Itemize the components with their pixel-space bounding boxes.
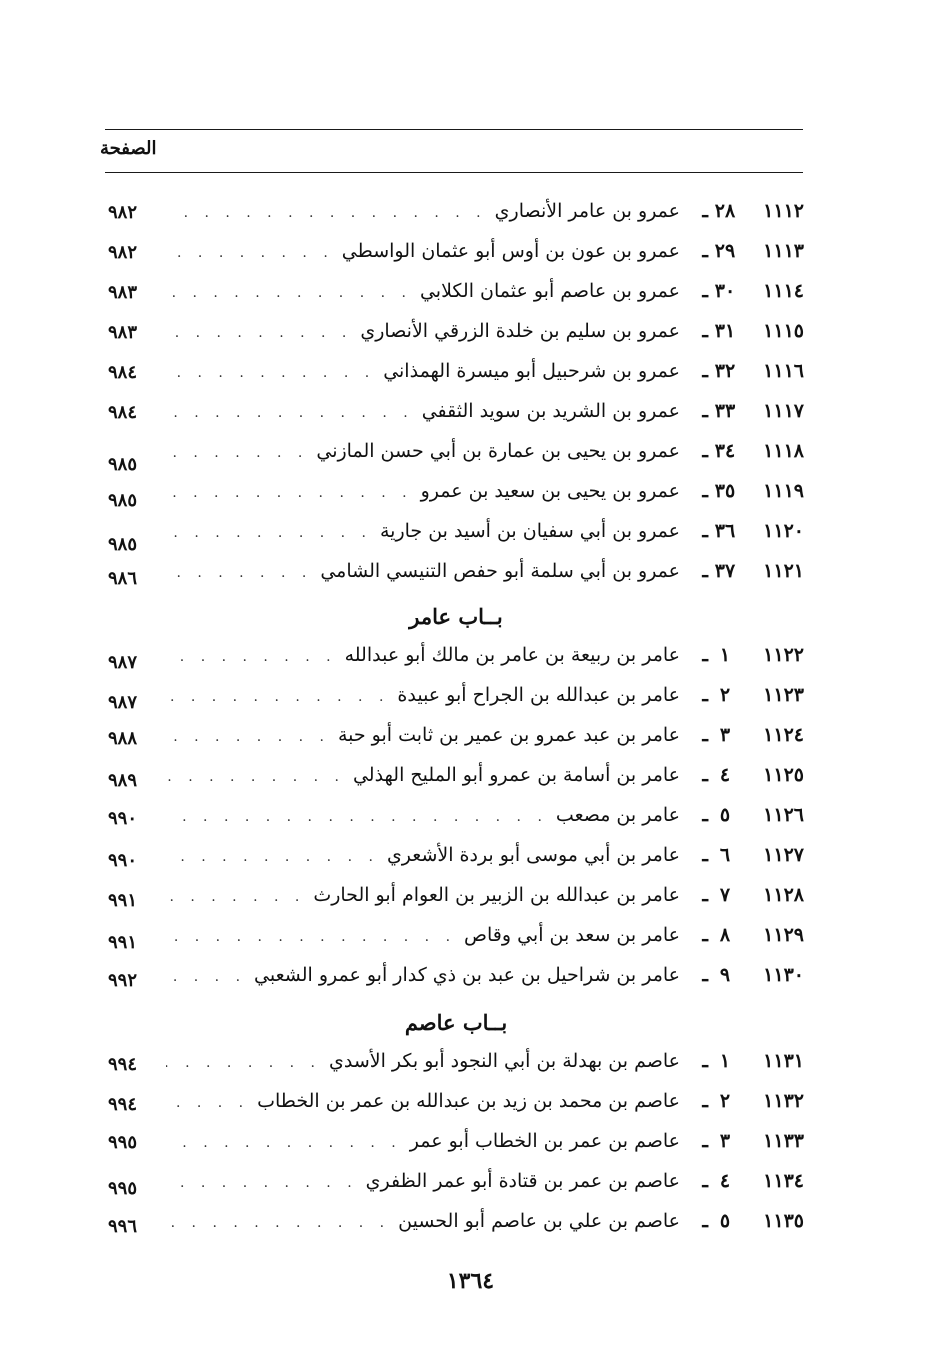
toc-entry (108, 844, 804, 884)
section-title-amer: بــاب عامر (409, 604, 503, 629)
entry-page: ٩٩١ (108, 932, 138, 953)
toc-entry (108, 520, 804, 560)
entry-page: ٩٨٣ (108, 282, 138, 303)
entry-page: ٩٨٨ (108, 728, 138, 749)
entry-section-number: ٣٥ (714, 480, 736, 502)
entry-name: عاصم بن عمر بن الخطاب أبو عمر (409, 1130, 680, 1152)
leader-dots (166, 889, 305, 905)
header-bottom-rule (105, 172, 803, 173)
entry-page: ٩٩٠ (108, 808, 138, 829)
entry-section-number: ٣٧ (714, 560, 736, 582)
entry-name: عامر بن أبي موسى أبو بردة الأشعري (386, 844, 680, 866)
page-number: ١٣٦٤ (446, 1268, 495, 1294)
entry-page: ٩٩٦ (108, 1216, 138, 1237)
entry-section-number: ٣٣ (714, 400, 736, 422)
toc-entry (108, 400, 804, 440)
entry-page: ٩٩٥ (108, 1132, 138, 1153)
leader-dots (166, 1095, 249, 1111)
entry-name: عمرو بن يحيى بن عمارة بن أبي حسن المازني (316, 440, 680, 462)
entry-section-number: ١ (719, 644, 731, 666)
leader-dots (166, 1215, 390, 1231)
entry-section-number: ٢٩ (714, 240, 736, 262)
entry-dash: ـ (702, 400, 708, 422)
entry-page: ٩٩٤ (108, 1054, 138, 1075)
leader-dots (166, 325, 352, 341)
entry-section-number: ٦ (719, 844, 731, 866)
entry-global-number: ١١١٦ (763, 360, 804, 382)
leader-dots (166, 445, 308, 461)
entry-global-number: ١١٣٣ (763, 1130, 804, 1152)
toc-entry (108, 1130, 804, 1170)
entry-global-number: ١١١٨ (763, 440, 804, 462)
entry-name: عامر بن سعد بن أبي وقاص (464, 924, 680, 946)
toc-entry (108, 480, 804, 520)
entry-name: عمرو بن أبي سفيان بن أسيد بن جارية (379, 520, 680, 542)
entry-section-number: ٧ (719, 884, 731, 906)
leader-dots (166, 1055, 321, 1071)
toc-entry (108, 440, 804, 480)
leader-dots (166, 205, 487, 221)
entry-page: ٩٨٩ (108, 770, 138, 791)
entry-global-number: ١١٢٦ (763, 804, 804, 826)
toc-entry (108, 924, 804, 964)
entry-global-number: ١١٢٥ (763, 764, 804, 786)
entry-dash: ـ (702, 684, 708, 706)
leader-dots (166, 729, 330, 745)
entry-dash: ـ (702, 724, 708, 746)
toc-entry (108, 884, 804, 924)
leader-dots (166, 365, 375, 381)
entry-dash: ـ (702, 964, 708, 986)
entry-global-number: ١١٣٥ (763, 1210, 804, 1232)
entry-page: ٩٩٢ (108, 970, 138, 991)
entry-name: عاصم بن علي بن عاصم أبو الحسين (398, 1210, 680, 1232)
entry-page: ٩٩٠ (108, 850, 138, 871)
entry-section-number: ٢ (719, 1090, 731, 1112)
entry-section-number: ٣ (719, 1130, 731, 1152)
leader-dots (166, 1135, 402, 1151)
entry-section-number: ٨ (719, 924, 731, 946)
entry-page: ٩٩١ (108, 890, 138, 911)
entry-page: ٩٩٤ (108, 1094, 138, 1115)
entry-dash: ـ (702, 520, 708, 542)
leader-dots (166, 809, 548, 825)
entry-global-number: ١١٣١ (763, 1050, 804, 1072)
entry-global-number: ١١٢٤ (763, 724, 804, 746)
entry-global-number: ١١١٣ (763, 240, 804, 262)
entry-section-number: ٣ (719, 724, 731, 746)
entry-dash: ـ (702, 240, 708, 262)
entry-name: عامر بن عبدالله بن الجراح أبو عبيدة (397, 684, 680, 706)
entry-global-number: ١١٣٠ (763, 964, 804, 986)
entry-global-number: ١١١٩ (763, 480, 804, 502)
entry-dash: ـ (702, 200, 708, 222)
entry-dash: ـ (702, 1050, 708, 1072)
section-title-asem: بــاب عاصم (404, 1010, 508, 1035)
entry-global-number: ١١٢٨ (763, 884, 804, 906)
entry-name: عمرو بن أبي سلمة أبو حفص التنيسي الشامي (320, 560, 680, 582)
leader-dots (166, 1175, 358, 1191)
entry-page: ٩٨٥ (108, 490, 138, 511)
entry-global-number: ١١١٥ (763, 320, 804, 342)
entry-global-number: ١١١٢ (763, 200, 804, 222)
leader-dots (166, 849, 379, 865)
leader-dots (166, 769, 345, 785)
entry-page: ٩٨٥ (108, 534, 138, 555)
entry-dash: ـ (702, 280, 708, 302)
entry-name: عامر بن عبد عمرو بن عمير بن ثابت أبو حبة (337, 724, 680, 746)
toc-entry (108, 200, 804, 240)
entry-dash: ـ (702, 1130, 708, 1152)
toc-entry (108, 964, 804, 1004)
entry-name: عمرو بن سليم بن خلدة الزرقي الأنصاري (360, 320, 680, 342)
entry-page: ٩٨٣ (108, 322, 138, 343)
leader-dots (166, 689, 389, 705)
entry-section-number: ٥ (719, 804, 731, 826)
entry-name: عمرو بن الشريد بن سويد الثقفي (421, 400, 680, 422)
entry-name: عامر بن ربيعة بن عامر بن مالك أبو عبدالله (344, 644, 680, 666)
toc-entry (108, 764, 804, 804)
leader-dots (166, 929, 456, 945)
header-top-rule (105, 129, 803, 130)
leader-dots (166, 565, 312, 581)
leader-dots (166, 285, 412, 301)
entry-section-number: ٣٤ (714, 440, 736, 462)
entry-section-number: ٥ (719, 1210, 731, 1232)
entry-section-number: ٢ (719, 684, 731, 706)
entry-page: ٩٨٧ (108, 652, 138, 673)
entry-global-number: ١١٢٩ (763, 924, 804, 946)
entry-global-number: ١١٣٤ (763, 1170, 804, 1192)
entry-page: ٩٩٥ (108, 1178, 138, 1199)
toc-entry (108, 1170, 804, 1210)
entry-dash: ـ (702, 804, 708, 826)
entry-dash: ـ (702, 764, 708, 786)
entry-dash: ـ (702, 560, 708, 582)
entry-dash: ـ (702, 844, 708, 866)
entry-name: عمرو بن شرحبيل أبو ميسرة الهمذاني (383, 360, 680, 382)
toc-entry (108, 1090, 804, 1130)
entry-dash: ـ (702, 440, 708, 462)
entry-global-number: ١١٢٠ (763, 520, 804, 542)
leader-dots (166, 525, 372, 541)
entry-dash: ـ (702, 924, 708, 946)
entry-global-number: ١١١٧ (763, 400, 804, 422)
entry-page: ٩٨٤ (108, 402, 138, 423)
entry-global-number: ١١١٤ (763, 280, 804, 302)
entry-global-number: ١١٣٢ (763, 1090, 804, 1112)
entry-name: عاصم بن بهدلة بن أبي النجود أبو بكر الأسدي (329, 1050, 680, 1072)
entry-dash: ـ (702, 1170, 708, 1192)
entry-page: ٩٨٦ (108, 568, 138, 589)
entry-section-number: ٤ (719, 764, 731, 786)
toc-entry (108, 560, 804, 600)
entry-name: عمرو بن عاصم أبو عثمان الكلابي (419, 280, 680, 302)
toc-entry (108, 1050, 804, 1090)
entry-name: عامر بن مصعب (555, 804, 680, 826)
entry-page: ٩٨٧ (108, 692, 138, 713)
entry-global-number: ١١٢٧ (763, 844, 804, 866)
leader-dots (166, 405, 414, 421)
entry-global-number: ١١٢١ (763, 560, 804, 582)
entry-name: عاصم بن محمد بن زيد بن عبدالله بن عمر بن الخطاب (257, 1090, 680, 1112)
toc-entry (108, 644, 804, 684)
leader-dots (166, 969, 246, 985)
entry-name: عامر بن أسامة بن عمرو أبو المليح الهذلي (352, 764, 680, 786)
entry-section-number: ٩ (719, 964, 731, 986)
toc-entry (108, 684, 804, 724)
leader-dots (166, 485, 413, 501)
entry-section-number: ٢٨ (714, 200, 736, 222)
entry-section-number: ٣١ (714, 320, 736, 342)
page-column-header: الصفحة (100, 138, 157, 159)
entry-dash: ـ (702, 1090, 708, 1112)
leader-dots (166, 245, 334, 261)
toc-entry (108, 280, 804, 320)
entry-section-number: ٣٠ (714, 280, 736, 302)
entry-name: عمرو بن يحيى بن سعيد بن عمرو (420, 480, 680, 502)
entry-dash: ـ (702, 320, 708, 342)
entry-section-number: ٣٢ (714, 360, 736, 382)
toc-entry (108, 724, 804, 764)
entry-section-number: ١ (719, 1050, 731, 1072)
entry-name: عاصم بن عمر بن قتادة أبو عمر الظفري (365, 1170, 680, 1192)
entry-name: عامر بن شراحيل بن عبد بن ذي كدار أبو عمرو الشعبي (254, 964, 680, 986)
entry-dash: ـ (702, 884, 708, 906)
entry-global-number: ١١٢٣ (763, 684, 804, 706)
entry-section-number: ٣٦ (714, 520, 736, 542)
entry-dash: ـ (702, 360, 708, 382)
entry-global-number: ١١٢٢ (763, 644, 804, 666)
entry-name: عامر بن عبدالله بن الزبير بن العوام أبو الحارث (313, 884, 680, 906)
entry-dash: ـ (702, 480, 708, 502)
toc-entry (108, 360, 804, 400)
leader-dots (166, 649, 337, 665)
entry-dash: ـ (702, 644, 708, 666)
entry-section-number: ٤ (719, 1170, 731, 1192)
toc-entry (108, 1210, 804, 1250)
entry-page: ٩٨٤ (108, 362, 138, 383)
toc-entry (108, 240, 804, 280)
entry-page: ٩٨٢ (108, 242, 138, 263)
entry-page: ٩٨٢ (108, 202, 138, 223)
entry-name: عمرو بن عون بن أوس أبو عثمان الواسطي (341, 240, 680, 262)
toc-entry (108, 320, 804, 360)
entry-name: عمرو بن عامر الأنصاري (494, 200, 680, 222)
toc-entry (108, 804, 804, 844)
entry-dash: ـ (702, 1210, 708, 1232)
entry-page: ٩٨٥ (108, 454, 138, 475)
